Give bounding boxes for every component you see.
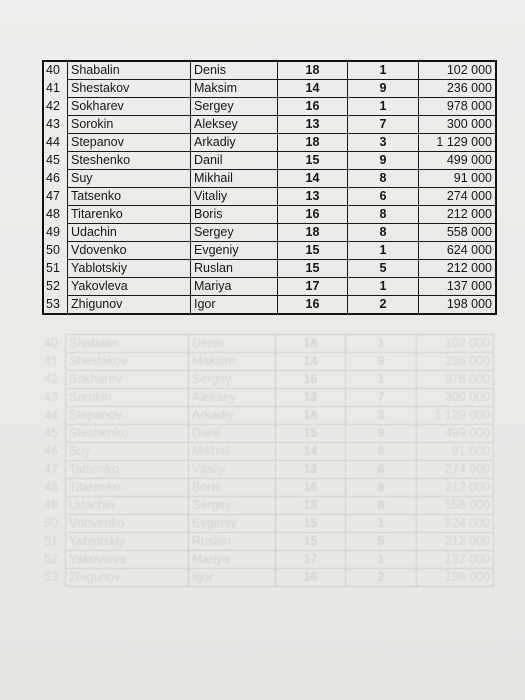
bleed-through-row [42,551,494,569]
amount-cell: 1 129 000 [419,134,497,152]
table-row [43,242,496,260]
first-name-cell: Evgeniy [189,515,276,533]
score-a-cell: 15 [276,533,346,551]
surname-cell: Shestakov [68,80,191,98]
score-a-cell: 16 [278,296,348,315]
first-name-cell: Ruslan [191,260,278,278]
surname-cell: Sorokin [68,116,191,134]
surname-cell: Titarenko [66,479,189,497]
score-b-cell: 7 [348,116,419,134]
surname-cell: Sokharev [68,98,191,116]
bleed-through-row [42,497,494,515]
first-name-cell: Danil [191,152,278,170]
table-row [43,260,496,278]
amount-cell: 198 000 [419,296,497,315]
score-b-cell: 5 [348,260,419,278]
amount-cell: 624 000 [419,242,497,260]
score-b-cell: 6 [348,188,419,206]
score-b-cell: 8 [346,443,417,461]
score-a-cell: 18 [278,224,348,242]
score-b-cell: 1 [346,371,417,389]
score-b-cell: 1 [346,335,417,353]
table-row [43,296,496,315]
row-number-cell: 49 [46,225,60,239]
roster-table [42,60,497,315]
first-name-cell: Mikhail [189,443,276,461]
amount-cell: 499 000 [419,152,497,170]
row-number-cell: 51 [44,534,58,548]
bleed-through-row [42,389,494,407]
row-number-cell: 53 [46,296,60,311]
amount-cell: 91 000 [417,443,494,461]
amount-cell: 212 000 [417,479,494,497]
surname-cell: Shestakov [66,353,189,371]
score-a-cell: 13 [278,116,348,134]
first-name-cell: Mikhail [191,170,278,188]
row-number-cell: 42 [44,372,58,386]
amount-cell: 1 129 000 [417,407,494,425]
row-number-cell: 46 [44,444,58,458]
surname-cell: Tatsenko [66,461,189,479]
row-number-cell: 49 [44,498,58,512]
score-b-cell: 1 [348,61,419,80]
surname-cell: Tatsenko [68,188,191,206]
first-name-cell: Sergey [191,224,278,242]
row-number-cell: 48 [44,480,58,494]
amount-cell: 499 000 [417,425,494,443]
first-name-cell: Mariya [189,551,276,569]
score-a-cell: 14 [276,353,346,371]
score-b-cell: 5 [346,533,417,551]
row-number-cell: 51 [46,261,60,275]
row-number-cell: 50 [44,516,58,530]
score-b-cell: 1 [348,98,419,116]
score-a-cell: 16 [278,206,348,224]
score-a-cell: 15 [278,152,348,170]
first-name-cell: Vitaliy [191,188,278,206]
amount-cell: 212 000 [417,533,494,551]
surname-cell: Udachin [68,224,191,242]
table-row [43,278,496,296]
score-a-cell: 13 [278,188,348,206]
bleed-through-row [42,461,494,479]
row-number-cell: 43 [44,390,58,404]
bleed-through-row [42,425,494,443]
row-number-cell: 40 [44,336,58,350]
row-number-cell: 52 [46,279,60,293]
row-number-cell: 52 [44,552,58,566]
surname-cell: Udachin [66,497,189,515]
row-number-cell: 48 [46,207,60,221]
bleed-through-row [42,407,494,425]
score-b-cell: 3 [348,134,419,152]
table-row [43,206,496,224]
first-name-cell: Igor [189,569,276,587]
surname-cell: Zhigunov [68,296,191,315]
first-name-cell: Igor [191,296,278,315]
bleed-through-row [42,335,494,353]
score-a-cell: 16 [276,479,346,497]
score-b-cell: 8 [348,206,419,224]
score-b-cell: 1 [346,515,417,533]
amount-cell: 978 000 [419,98,497,116]
amount-cell: 300 000 [417,389,494,407]
surname-cell: Suy [68,170,191,188]
amount-cell: 274 000 [417,461,494,479]
amount-cell: 558 000 [419,224,497,242]
first-name-cell: Ruslan [189,533,276,551]
surname-cell: Sorokin [66,389,189,407]
row-number-cell: 43 [46,117,60,131]
bleed-through-row [42,479,494,497]
score-b-cell: 8 [346,479,417,497]
score-b-cell: 8 [348,170,419,188]
score-a-cell: 13 [276,389,346,407]
first-name-cell: Vitaliy [189,461,276,479]
surname-cell: Yablotskiy [68,260,191,278]
score-b-cell: 3 [346,407,417,425]
surname-cell: Steshenko [66,425,189,443]
score-a-cell: 16 [276,371,346,389]
bleed-through-row [42,443,494,461]
row-number-cell: 47 [44,462,58,476]
score-a-cell: 14 [278,80,348,98]
first-name-cell: Aleksey [191,116,278,134]
table-row [43,152,496,170]
amount-cell: 558 000 [417,497,494,515]
amount-cell: 102 000 [417,335,494,353]
table-row [43,61,496,80]
score-a-cell: 15 [276,515,346,533]
score-b-cell: 9 [346,425,417,443]
score-b-cell: 9 [348,152,419,170]
score-a-cell: 15 [278,260,348,278]
first-name-cell: Evgeniy [191,242,278,260]
first-name-cell: Denis [191,61,278,80]
first-name-cell: Boris [189,479,276,497]
surname-cell: Yablotskiy [66,533,189,551]
score-a-cell: 18 [276,335,346,353]
row-number-cell: 45 [44,426,58,440]
score-a-cell: 14 [276,443,346,461]
amount-cell: 300 000 [419,116,497,134]
amount-cell: 978 000 [417,371,494,389]
first-name-cell: Sergey [189,371,276,389]
score-a-cell: 16 [278,98,348,116]
score-a-cell: 15 [278,242,348,260]
score-b-cell: 6 [346,461,417,479]
row-number-cell: 47 [46,189,60,203]
score-b-cell: 1 [346,551,417,569]
surname-cell: Yakovleva [66,551,189,569]
table-row [43,224,496,242]
amount-cell: 236 000 [417,353,494,371]
table-row [43,80,496,98]
row-number-cell: 41 [46,81,60,95]
score-b-cell: 9 [348,80,419,98]
amount-cell: 102 000 [419,61,497,80]
table-row [43,134,496,152]
first-name-cell: Danil [189,425,276,443]
first-name-cell: Maksim [191,80,278,98]
score-b-cell: 9 [346,353,417,371]
row-number-cell: 41 [44,354,58,368]
score-a-cell: 18 [278,61,348,80]
score-a-cell: 18 [276,407,346,425]
first-name-cell: Maksim [189,353,276,371]
score-a-cell: 17 [276,551,346,569]
first-name-cell: Arkadiy [189,407,276,425]
bleed-through-row [42,353,494,371]
table-row [43,188,496,206]
surname-cell: Suy [66,443,189,461]
first-name-cell: Aleksey [189,389,276,407]
amount-cell: 212 000 [419,206,497,224]
score-b-cell: 8 [348,224,419,242]
bleed-through-row [42,515,494,533]
surname-cell: Zhigunov [66,569,189,587]
amount-cell: 274 000 [419,188,497,206]
row-number-cell: 45 [46,153,60,167]
score-b-cell: 2 [346,569,417,587]
surname-cell: Steshenko [68,152,191,170]
amount-cell: 137 000 [417,551,494,569]
table-row [43,116,496,134]
row-number-cell: 40 [46,63,60,78]
amount-cell: 137 000 [419,278,497,296]
score-a-cell: 14 [278,170,348,188]
first-name-cell: Sergey [189,497,276,515]
amount-cell: 212 000 [419,260,497,278]
surname-cell: Yakovleva [68,278,191,296]
surname-cell: Titarenko [68,206,191,224]
row-number-cell: 42 [46,99,60,113]
surname-cell: Shabalin [68,61,191,80]
surname-cell: Shabalin [66,335,189,353]
table-row [43,170,496,188]
surname-cell: Sokharev [66,371,189,389]
row-number-cell: 44 [44,408,58,422]
bleed-through-row [42,569,494,587]
amount-cell: 198 000 [417,569,494,587]
amount-cell: 624 000 [417,515,494,533]
surname-cell: Vdovenko [66,515,189,533]
score-b-cell: 1 [348,278,419,296]
score-a-cell: 15 [276,425,346,443]
first-name-cell: Sergey [191,98,278,116]
row-number-cell: 46 [46,171,60,185]
score-a-cell: 18 [278,134,348,152]
first-name-cell: Boris [191,206,278,224]
score-a-cell: 13 [276,461,346,479]
row-number-cell: 53 [44,570,58,584]
bleed-through-row [42,533,494,551]
first-name-cell: Arkadiy [191,134,278,152]
table-row [43,98,496,116]
score-a-cell: 17 [278,278,348,296]
amount-cell: 236 000 [419,80,497,98]
surname-cell: Stepanov [68,134,191,152]
first-name-cell: Mariya [191,278,278,296]
surname-cell: Stepanov [66,407,189,425]
bleed-through-row [42,371,494,389]
score-b-cell: 1 [348,242,419,260]
score-a-cell: 16 [276,569,346,587]
score-a-cell: 18 [276,497,346,515]
surname-cell: Vdovenko [68,242,191,260]
bleed-through-table [42,334,494,587]
score-b-cell: 8 [346,497,417,515]
score-b-cell: 2 [348,296,419,315]
amount-cell: 91 000 [419,170,497,188]
row-number-cell: 50 [46,243,60,257]
first-name-cell: Denis [189,335,276,353]
row-number-cell: 44 [46,135,60,149]
score-b-cell: 7 [346,389,417,407]
